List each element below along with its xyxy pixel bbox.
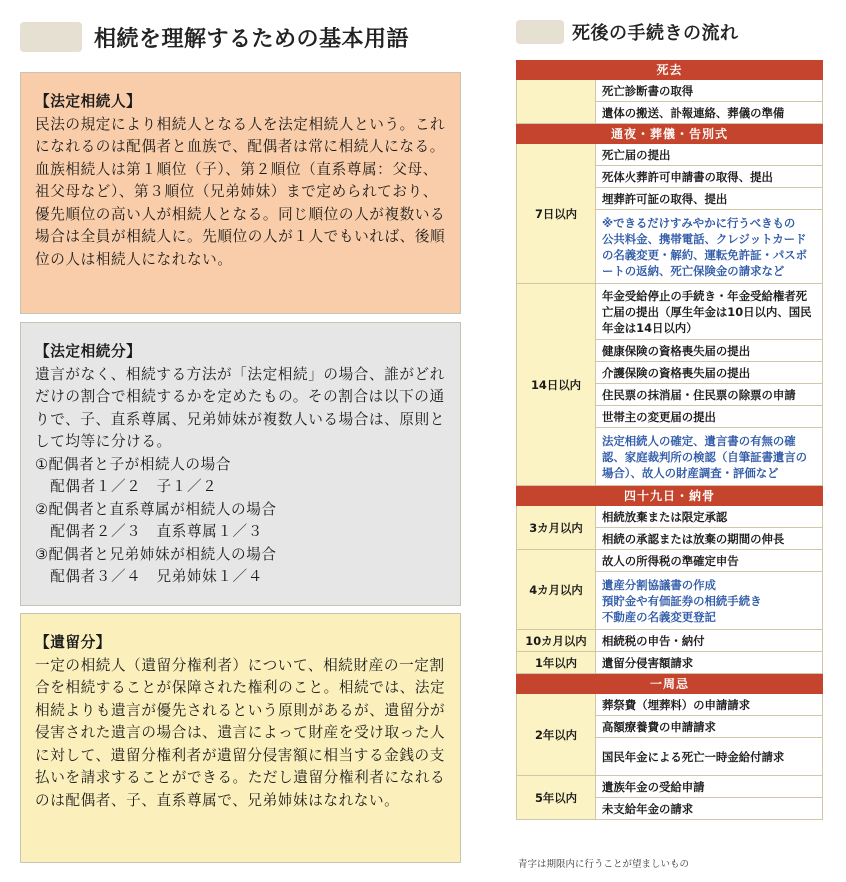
procedure-item: 住民票の抹消届・住民票の除票の申請: [596, 384, 822, 406]
heading-badge-icon: [20, 22, 82, 52]
procedure-item: 介護保険の資格喪失届の提出: [596, 362, 822, 384]
procedure-item: 年金受給停止の手続き・年金受給権者死亡届の提出（厚生年金は10日以内、国民年金は14日以内）: [596, 284, 822, 340]
deadline-group: [516, 144, 823, 284]
deadline-label: 10カ月以内: [517, 630, 596, 652]
procedure-item: 遺体の搬送、訃報連絡、葬儀の準備: [596, 102, 822, 124]
deadline-group: [516, 550, 823, 630]
term-reserved-portion: [20, 613, 461, 863]
recommended-item: 法定相続人の確定、遺言書の有無の確認、家庭裁判所の検認（自筆証書遺言の場合）、故人の財産調査・評価など: [596, 428, 822, 486]
procedure-item: 高額療養費の申請請求: [596, 716, 822, 738]
share-cases: [35, 454, 446, 589]
procedure-item: 遺留分侵害額請求: [596, 652, 822, 674]
share-case: 配偶者３／４ 兄弟姉妹１／４: [35, 568, 263, 585]
term-statutory-share: [20, 322, 461, 606]
share-case: 配偶者２／３ 直系尊属１／３: [35, 523, 263, 540]
term-body: 遺言がなく、相続する方法が「法定相続」の場合、誰がどれだけの割合で相続するかを定めたもの。その割合は以下の通りで、子、直系尊属、兄弟姉妹が複数人いる場合は、原則として均等に分ける。: [35, 365, 445, 450]
deadline-group: [516, 80, 823, 124]
procedure-item: 未支給年金の請求: [596, 798, 822, 820]
recommended-item: 遺産分割協議書の作成 預貯金や有価証券の相続手続き 不動産の名義変更登記: [596, 572, 822, 630]
term-body: 民法の規定により相続人となる人を法定相続人という。これになれるのは配偶者と血族で、配偶者は常に相続人になる。血族相続人は第１順位（子）、第２順位（直系尊属：父母、祖父母など）、第３順位（兄弟姉妹）まで定められており、優先順位の高い人が相続人となる。同じ順位の人が複数いる場合は全員が相続人に。先順位の人が１人でもいれば、後順位の人は相続人になれない。: [35, 115, 446, 268]
procedure-flow-table: [516, 60, 823, 820]
deadline-label: 5年以内: [517, 776, 596, 820]
stage-band-death: 死去: [516, 60, 823, 80]
term-body: 一定の相続人（遺留分権利者）について、相続財産の一定割合を相続することが保障された権利のこと。相続では、法定相続よりも遺言が優先されるという原則があるが、遺留分が侵害された遺言の場合は、遺言によって財産を受け取った人に対して、遺留分権利者が遺留分侵害額に相当する金銭の支払いを請求することができる。ただし遺留分権利者になれるのは配偶者、子、直系尊属で、兄弟姉妹はなれない。: [35, 656, 446, 809]
term-label: 【遺留分】: [35, 634, 111, 651]
flow-title: 死後の手続きの流れ: [572, 23, 739, 44]
deadline-label: 14日以内: [517, 284, 596, 486]
deadline-group: [516, 652, 823, 674]
flow-heading: [516, 12, 739, 52]
deadline-label: 3カ月以内: [517, 506, 596, 550]
deadline-group: [516, 694, 823, 776]
procedure-item: 相続税の申告・納付: [596, 630, 822, 652]
stage-band-first-anniversary: 一周忌: [516, 674, 823, 694]
procedure-item: 死体火葬許可申請書の取得、提出: [596, 166, 822, 188]
deadline-label: 1年以内: [517, 652, 596, 674]
deadline-group: [516, 284, 823, 486]
glossary-title: 相続を理解するための基本用語: [94, 26, 410, 52]
share-case: ①配偶者と子が相続人の場合: [35, 455, 232, 473]
deadline-label: 4カ月以内: [517, 550, 596, 630]
procedure-item: 死亡届の提出: [596, 144, 822, 166]
deadline-label: [517, 80, 596, 124]
procedure-item: 遺族年金の受給申請: [596, 776, 822, 798]
procedure-item: 埋葬許可証の取得、提出: [596, 188, 822, 210]
glossary-heading: [20, 14, 409, 60]
deadline-group: [516, 506, 823, 550]
procedure-item: 健康保険の資格喪失届の提出: [596, 340, 822, 362]
procedure-item: 葬祭費（埋葬料）の申請請求: [596, 694, 822, 716]
heading-badge-icon: [516, 20, 564, 44]
deadline-label: 7日以内: [517, 144, 596, 284]
share-case: ②配偶者と直系尊属が相続人の場合: [35, 500, 277, 518]
term-label: 【法定相続人】: [35, 93, 142, 110]
deadline-group: [516, 776, 823, 820]
procedure-item: 死亡診断書の取得: [596, 80, 822, 102]
procedure-item: 国民年金による死亡一時金給付請求: [596, 738, 822, 776]
procedure-item: 相続放棄または限定承認: [596, 506, 822, 528]
stage-band-funeral: 通夜・葬儀・告別式: [516, 124, 823, 144]
legend-note: 青字は期限内に行うことが望ましいもの: [518, 859, 690, 870]
procedure-item: 相続の承認または放棄の期間の伸長: [596, 528, 822, 550]
term-statutory-heir: [20, 72, 461, 314]
stage-band-49th-day: 四十九日・納骨: [516, 486, 823, 506]
deadline-group: [516, 630, 823, 652]
term-label: 【法定相続分】: [35, 343, 142, 360]
deadline-label: 2年以内: [517, 694, 596, 776]
procedure-item: 世帯主の変更届の提出: [596, 406, 822, 428]
share-case: 配偶者１／２ 子１／２: [35, 478, 218, 495]
share-case: ③配偶者と兄弟姉妹が相続人の場合: [35, 545, 277, 563]
recommended-item: ※できるだけすみやかに行うべきもの 公共料金、携帯電話、クレジットカードの名義変更・解約、運転免許証・パスポートの返納、死亡保険金の請求など: [596, 210, 822, 284]
procedure-item: 故人の所得税の準確定申告: [596, 550, 822, 572]
